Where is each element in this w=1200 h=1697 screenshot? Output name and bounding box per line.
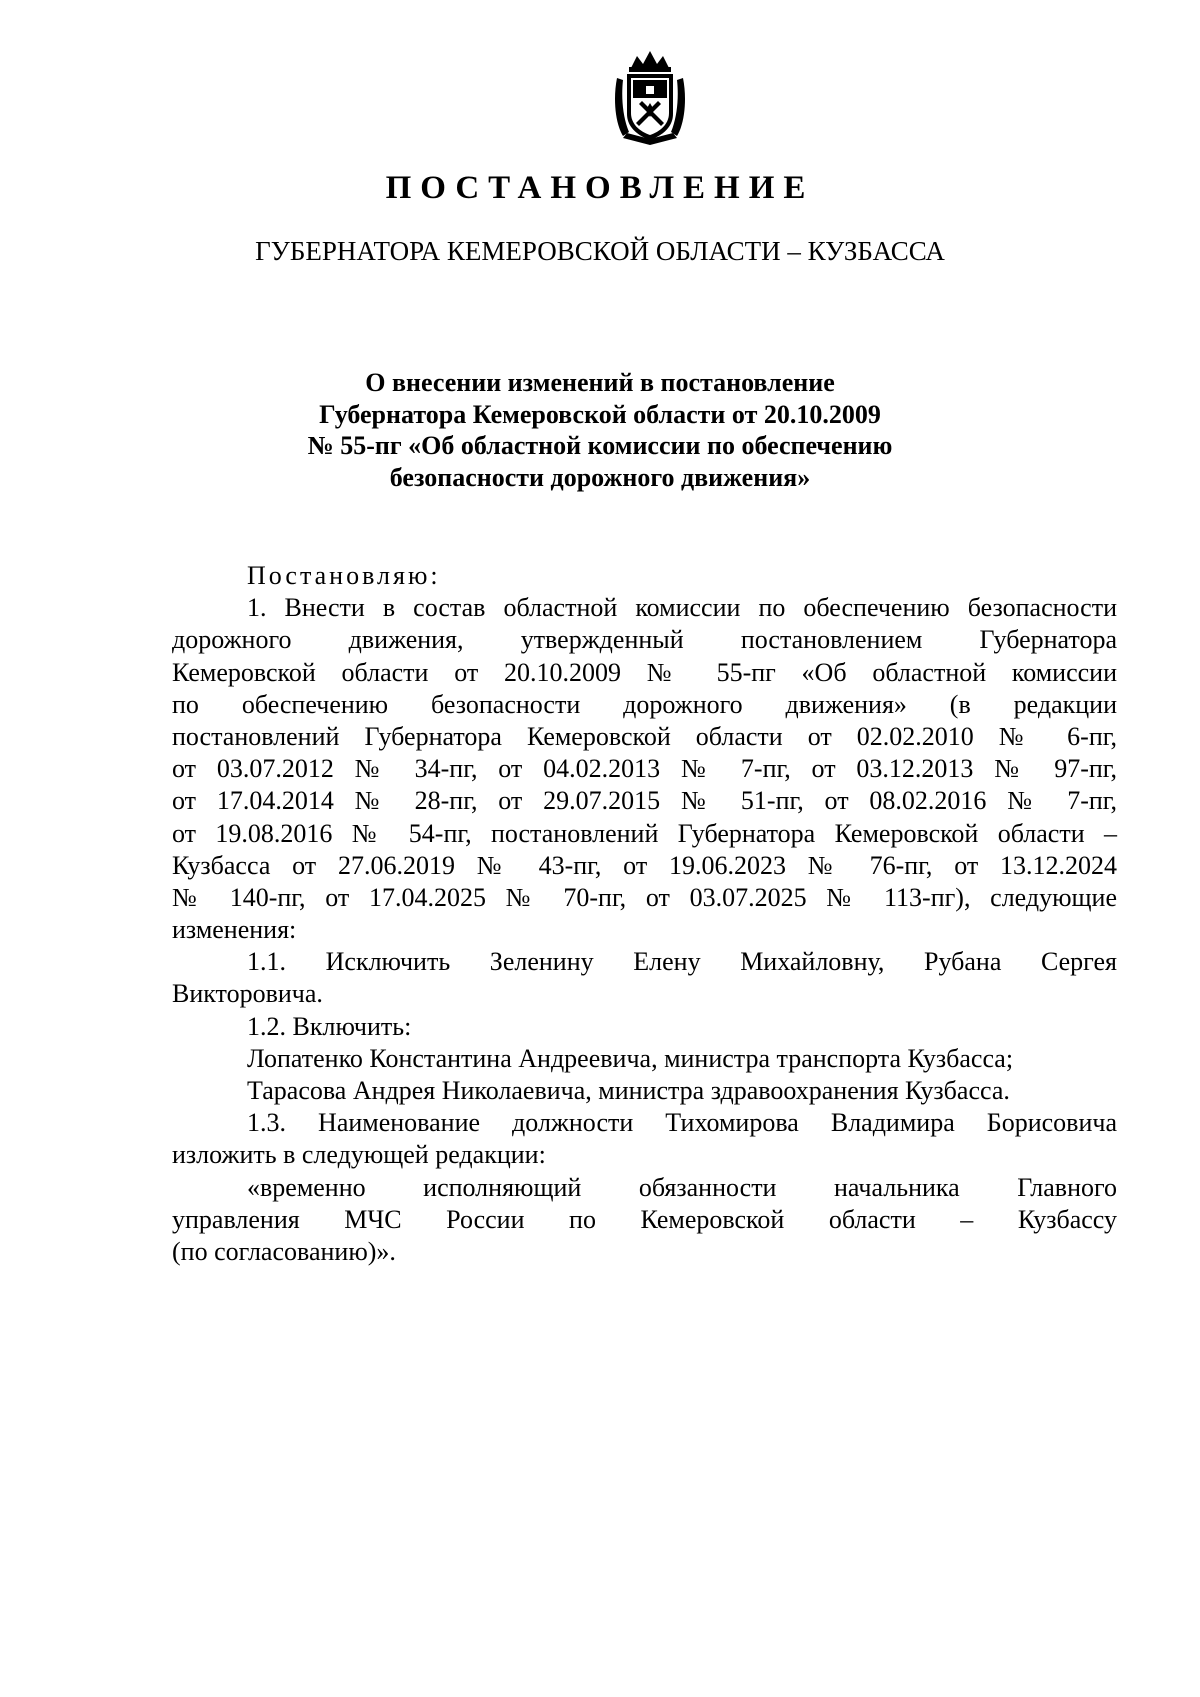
- body-line: 1. Внести в состав областной комиссии по обеспечению безопасности: [247, 593, 1117, 623]
- body-line: управления МЧС России по Кемеровской области – Кузбассу: [172, 1204, 1117, 1234]
- body-line: 1.3. Наименование должности Тихомирова Владимира Борисовича: [247, 1108, 1117, 1138]
- title-line: безопасности дорожного движения»: [389, 462, 811, 492]
- title-line: № 55-пг «Об областной комиссии по обеспечению: [307, 431, 893, 460]
- body-line: от 17.04.2014 № 28-пг, от 29.07.2015 № 51-пг, от 08.02.2016 № 7-пг,: [172, 786, 1117, 816]
- document-type-heading: ПОСТАНОВЛЕНИЕ: [385, 170, 815, 206]
- issuer-heading: ГУБЕРНАТОРА КЕМЕРОВСКОЙ ОБЛАСТИ – КУЗБАССА: [255, 236, 945, 266]
- title-line: О внесении изменений в постановление: [365, 368, 835, 397]
- body-line: Тарасова Андрея Николаевича, министра здравоохранения Кузбасса.: [247, 1076, 1010, 1105]
- body-line: Викторовича.: [172, 979, 323, 1009]
- body-line: Кузбасса от 27.06.2019 № 43-пг, от 19.06.2023 № 76-пг, от 13.12.2024: [172, 850, 1117, 880]
- body-line: изложить в следующей редакции:: [172, 1140, 546, 1170]
- document-body: [172, 560, 1117, 1268]
- body-line: постановлений Губернатора Кемеровской области от 02.02.2010 № 6-пг,: [172, 721, 1117, 751]
- resolution-verb: Постановляю:: [247, 561, 441, 590]
- body-line: от 19.08.2016 № 54-пг, постановлений Губернатора Кемеровской области –: [172, 818, 1117, 848]
- document-title: [300, 367, 900, 493]
- body-line: «временно исполняющий обязанности начальника Главного: [247, 1172, 1117, 1202]
- kuzbass-coat-of-arms-icon: [609, 48, 691, 148]
- body-line: (по согласованию)».: [172, 1236, 396, 1266]
- body-line: по обеспечению безопасности дорожного движения» (в редакции: [172, 689, 1117, 719]
- body-line: дорожного движения, утвержденный постановлением Губернатора: [172, 625, 1117, 655]
- body-line: Кемеровской области от 20.10.2009 № 55-пг «Об областной комиссии: [172, 657, 1117, 687]
- body-line: 1.1. Исключить Зеленину Елену Михайловну, Рубана Сергея: [247, 947, 1117, 977]
- body-line: от 03.07.2012 № 34-пг, от 04.02.2013 № 7-пг, от 03.12.2013 № 97-пг,: [172, 754, 1117, 784]
- body-line: изменения:: [172, 915, 297, 945]
- body-line: 1.2. Включить:: [247, 1011, 412, 1041]
- body-line: № 140-пг, от 17.04.2025 № 70-пг, от 03.07.2025 № 113-пг), следующие: [172, 882, 1117, 912]
- body-line: Лопатенко Константина Андреевича, министра транспорта Кузбасса;: [247, 1043, 1014, 1073]
- title-line: Губернатора Кемеровской области от 20.10.2009: [319, 399, 881, 429]
